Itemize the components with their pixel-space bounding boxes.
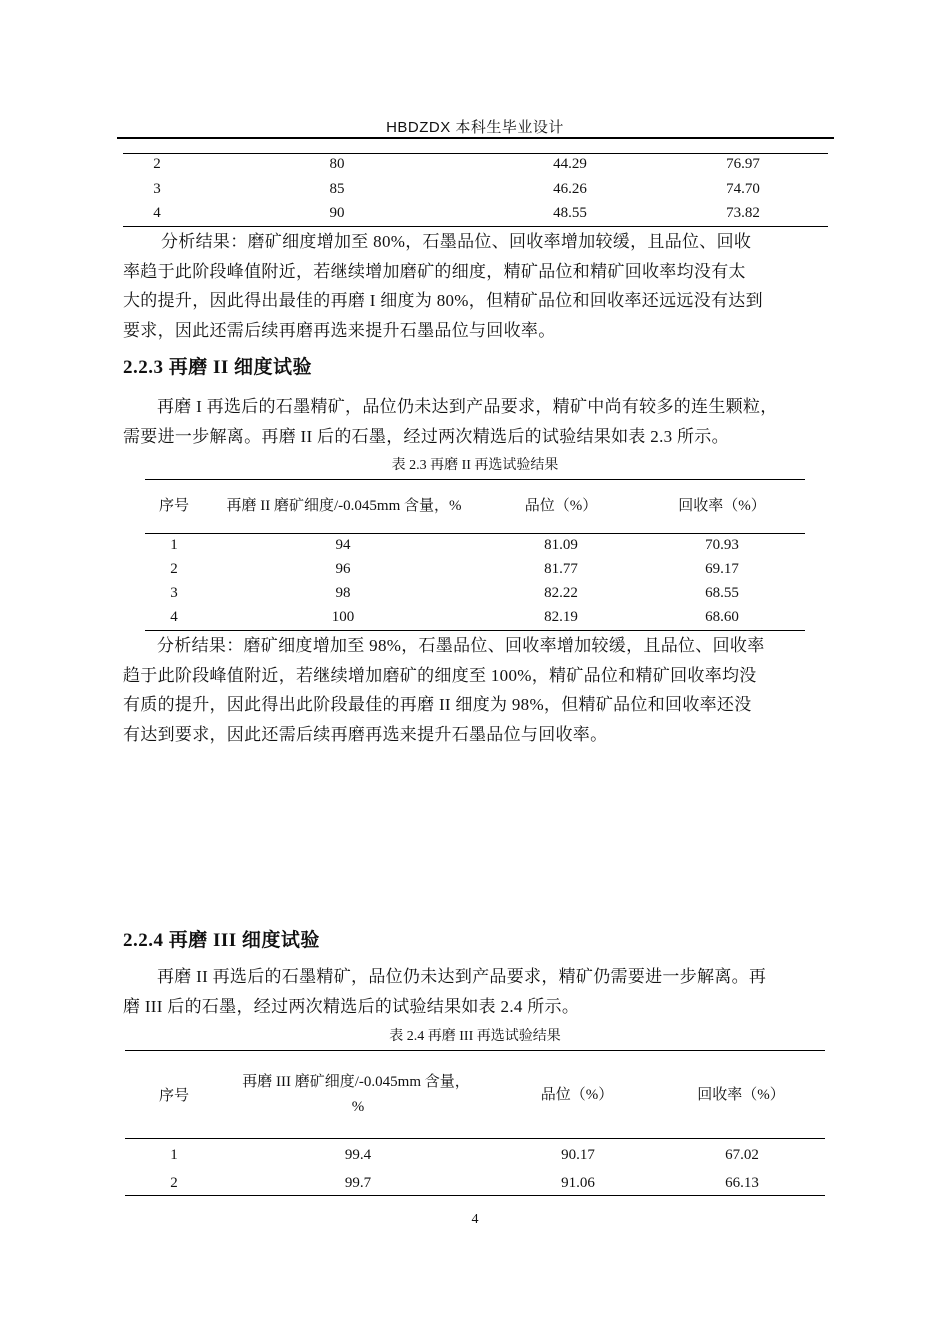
paragraph-line: 有达到要求，因此还需后续再磨再选来提升石墨品位与回收率。 [123,724,608,744]
table-top-rule [145,479,805,480]
table-cell: 74.70 [726,181,760,197]
paragraph-line: 磨 III 后的石墨，经过两次精选后的试验结果如表 2.4 所示。 [123,996,580,1016]
table-prev-top-rule [123,153,828,154]
column-header-recovery: 回收率（%） [678,498,766,514]
table-2-4-caption: 表 2.4 再磨 III 再选试验结果 [389,1029,561,1044]
table-cell: 85 [329,181,345,197]
table-cell: 2 [153,156,161,172]
column-header-grade: 品位（%） [540,1087,614,1103]
table-cell: 81.09 [544,537,578,553]
section-heading-2-2-4: 2.2.4 再磨 III 细度试验 [123,930,320,951]
table-cell: 2 [170,561,178,577]
table-cell: 90 [329,205,345,221]
analysis-paragraph-2 [123,631,835,749]
table-2-3-caption: 表 2.3 再磨 II 再选试验结果 [391,458,559,473]
table-header-rule [125,1138,825,1139]
table-cell: 99.7 [344,1175,372,1191]
column-header-grade: 品位（%） [524,498,598,514]
header-rule [117,137,834,139]
table-cell: 68.55 [705,585,739,601]
column-header-fineness: 再磨 III 磨矿细度/-0.045mm 含量， [242,1074,470,1090]
table-cell: 81.77 [544,561,578,577]
page-number: 4 [471,1212,479,1227]
table-cell: 73.82 [726,205,760,221]
table-cell: 4 [170,609,178,625]
table-cell: 91.06 [561,1175,595,1191]
table-bottom-rule [125,1195,825,1196]
table-cell: 4 [153,205,161,221]
paragraph-line: 率趋于此阶段峰值附近，若继续增加磨矿的细度，精矿品位和精矿回收率均没有太 [123,261,746,281]
table-cell: 1 [170,1147,178,1163]
column-header-recovery: 回收率（%） [697,1087,785,1103]
table-cell: 67.02 [725,1147,759,1163]
table-top-rule [125,1050,825,1051]
page-header-title: HBDZDX 本科生毕业设计 [386,119,564,136]
table-cell: 76.97 [726,156,760,172]
section-heading-2-2-3: 2.2.3 再磨 II 细度试验 [123,357,313,378]
table-cell: 82.19 [544,609,578,625]
table-cell: 94 [335,537,351,553]
table-cell: 3 [153,181,161,197]
paragraph-line: 大的提升，因此得出最佳的再磨 I 细度为 80%，但精矿品位和回收率还远远没有达到 [123,291,763,310]
paragraph-line: 有质的提升，因此得出此阶段最佳的再磨 II 细度为 98%，但精矿品位和回收率还没 [123,695,752,714]
paragraph-line: 要求，因此还需后续再磨再选来提升石墨品位与回收率。 [123,320,556,340]
table-cell: 96 [335,561,351,577]
table-cell: 66.13 [725,1175,759,1191]
paragraph-line: 分析结果：磨矿细度增加至 80%，石墨品位、回收率增加较缓，且品位、回收 [161,232,752,251]
column-header-fineness: 再磨 II 磨矿细度/-0.045mm 含量，% [226,498,462,514]
table-cell: 44.29 [553,156,587,172]
table-cell: 90.17 [561,1147,595,1163]
paragraph-line: 分析结果：磨矿细度增加至 98%，石墨品位、回收率增加较缓，且品位、回收率 [157,636,765,655]
column-header-index: 序号 [158,498,190,514]
intro-paragraph-2-2-3 [123,392,835,451]
table-cell: 3 [170,585,178,601]
table-cell: 80 [329,156,345,172]
intro-paragraph-2-2-4 [123,962,835,1021]
table-cell: 99.4 [344,1147,372,1163]
table-header-rule [145,533,805,534]
table-cell: 1 [170,537,178,553]
table-cell: 98 [335,585,351,601]
table-cell: 46.26 [553,181,587,197]
table-cell: 70.93 [705,537,739,553]
column-header-fineness-unit: % [351,1099,365,1115]
table-cell: 69.17 [705,561,739,577]
paragraph-line: 再磨 I 再选后的石墨精矿，品位仍未达到产品要求，精矿中尚有较多的连生颗粒， [157,397,778,416]
analysis-paragraph-1 [123,227,835,345]
table-cell: 82.22 [544,585,578,601]
paragraph-line: 需要进一步解离。再磨 II 后的石墨，经过两次精选后的试验结果如表 2.3 所示。 [123,426,729,446]
column-header-index: 序号 [158,1088,190,1104]
table-cell: 100 [331,609,355,625]
table-cell: 2 [170,1175,178,1191]
table-cell: 68.60 [705,609,739,625]
table-cell: 48.55 [553,205,587,221]
paragraph-line: 再磨 II 再选后的石墨精矿，品位仍未达到产品要求，精矿仍需要进一步解离。再 [157,967,767,986]
paragraph-line: 趋于此阶段峰值附近，若继续增加磨矿的细度至 100%，精矿品位和精矿回收率均没 [123,665,757,685]
